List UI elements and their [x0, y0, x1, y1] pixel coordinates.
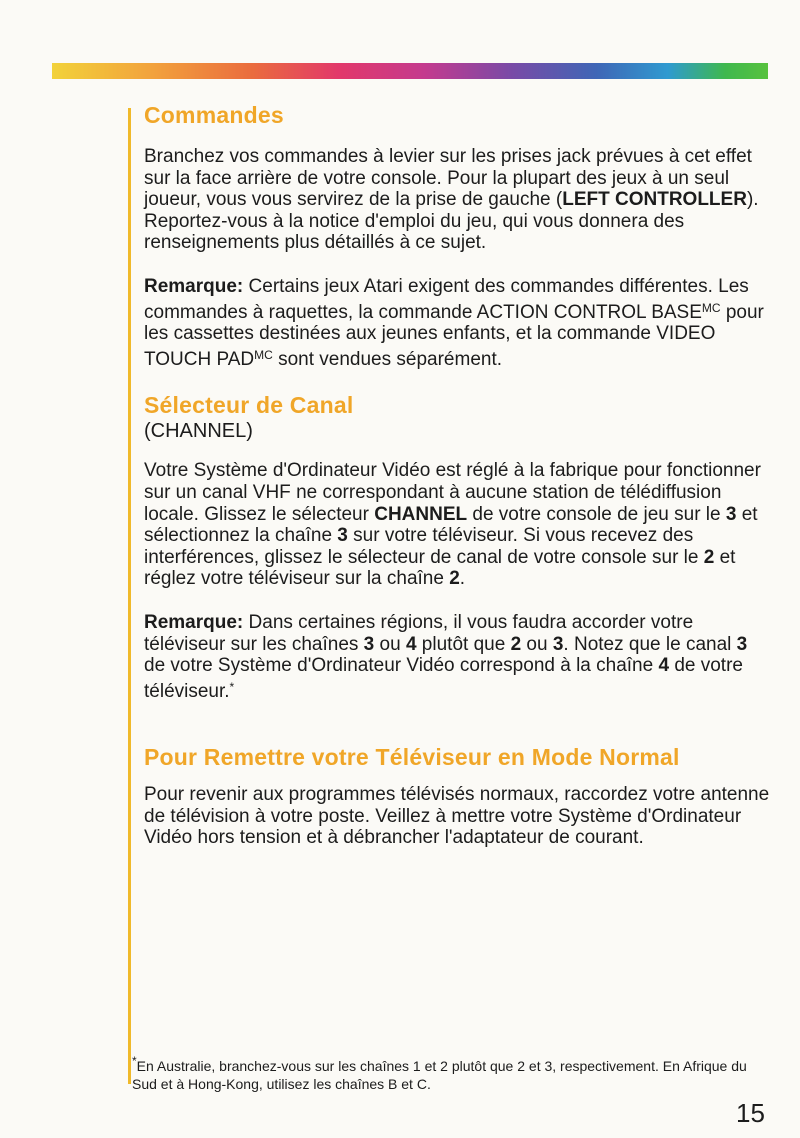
text-segment: Dans certaines régions, il vous faudra accorder votre téléviseur sur les chaînes: [144, 611, 694, 655]
bold-text: 2: [449, 568, 460, 590]
bold-left-controller: LEFT CONTROLLER: [562, 189, 747, 211]
text-segment: et sélectionnez la chaîne: [144, 503, 758, 547]
footnote-text: En Australie, branchez-vous sur les chaînes 1 et 2 plutôt que 2 et 3, respectivement. En Afrique du Sud et à Hong-Kong, utilisez les chaînes B et C.: [132, 1058, 747, 1092]
text-segment: plutôt que: [416, 633, 511, 655]
bold-text: 2: [510, 633, 522, 655]
bold-text: 4: [658, 655, 670, 677]
text-segment: . Notez que le canal: [563, 633, 737, 655]
text-segment: de votre Système d'Ordinateur Vidéo correspond à la chaîne: [144, 655, 659, 677]
rainbow-header-bar: [52, 63, 768, 79]
bold-text: 3: [552, 633, 564, 655]
bold-text: 2: [703, 546, 715, 568]
heading-selecteur: Sélecteur de Canal: [144, 392, 354, 419]
bold-text: 3: [337, 525, 348, 547]
paragraph-commandes: [144, 146, 770, 254]
paragraph-mode-normal: Pour revenir aux programmes télévisés normaux, raccordez votre antenne de télévision à votre poste. Veillez à mettre votre Système d'Ordinateur Vidéo hors tension et à débrancher l'adaptateur de courant.: [144, 784, 770, 849]
text-segment: Branchez vos commandes à levier sur les prises jack prévues à cet effet sur la face arrière de votre console. Pour la plupart des jeux à un seul joueur, vous vous servirez de la prise de gauche (: [144, 146, 752, 211]
text-segment: de votre téléviseur.: [144, 655, 743, 702]
bold-text: CHANNEL: [374, 503, 468, 525]
remarque-commandes: [144, 276, 770, 370]
text-segment: pour les cassettes destinées aux jeunes enfants, et la commande VIDEO TOUCH PAD: [144, 301, 764, 370]
footnote: [132, 1052, 752, 1093]
bold-text: 4: [405, 633, 417, 655]
text-segment: ou: [521, 633, 553, 655]
subheading-channel: (CHANNEL): [144, 420, 253, 443]
page-content: [144, 100, 770, 849]
text-segment: Votre Système d'Ordinateur Vidéo est réglé à la fabrique pour fonctionner sur un canal VHF ne correspondant à aucune station de télédiffusion locale. Glissez le sélecteur: [144, 460, 761, 525]
text-segment: de votre console de jeu sur le: [467, 503, 726, 525]
bold-text: 3: [725, 503, 737, 525]
bold-text: 3: [736, 633, 748, 655]
trademark-mc: MC: [254, 347, 273, 362]
page-number: 15: [736, 1098, 765, 1128]
footnote-marker: *: [229, 679, 235, 694]
margin-rule: [128, 108, 131, 1084]
text-segment: ou: [374, 633, 406, 655]
footnote-marker: *: [132, 1054, 137, 1068]
remarque-label: Remarque:: [144, 611, 244, 633]
heading-commandes: Commandes: [144, 102, 284, 128]
text-segment: Certains jeux Atari exigent des commandes différentes. Les commandes à raquettes, la commande ACTION CONTROL BASE: [144, 275, 749, 323]
heading-mode-normal: Pour Remettre votre Téléviseur en Mode Normal: [144, 744, 680, 771]
trademark-mc: MC: [701, 300, 721, 315]
remarque-label: Remarque:: [144, 275, 244, 297]
text-segment: .: [459, 568, 466, 590]
text-segment: sur votre téléviseur. Si vous recevez des interférences, glissez le sélecteur de canal de votre console sur le: [144, 525, 704, 568]
bold-text: 3: [363, 633, 375, 655]
text-segment: sont vendues séparément.: [272, 348, 503, 370]
paragraph-selecteur: [144, 460, 770, 590]
remarque-selecteur: [144, 612, 770, 702]
text-segment: et réglez votre téléviseur sur la chaîne: [144, 546, 736, 590]
text-segment: ). Reportez-vous à la notice d'emploi du jeu, qui vous donnera des renseignements plus détaillés à ce sujet.: [144, 189, 759, 254]
